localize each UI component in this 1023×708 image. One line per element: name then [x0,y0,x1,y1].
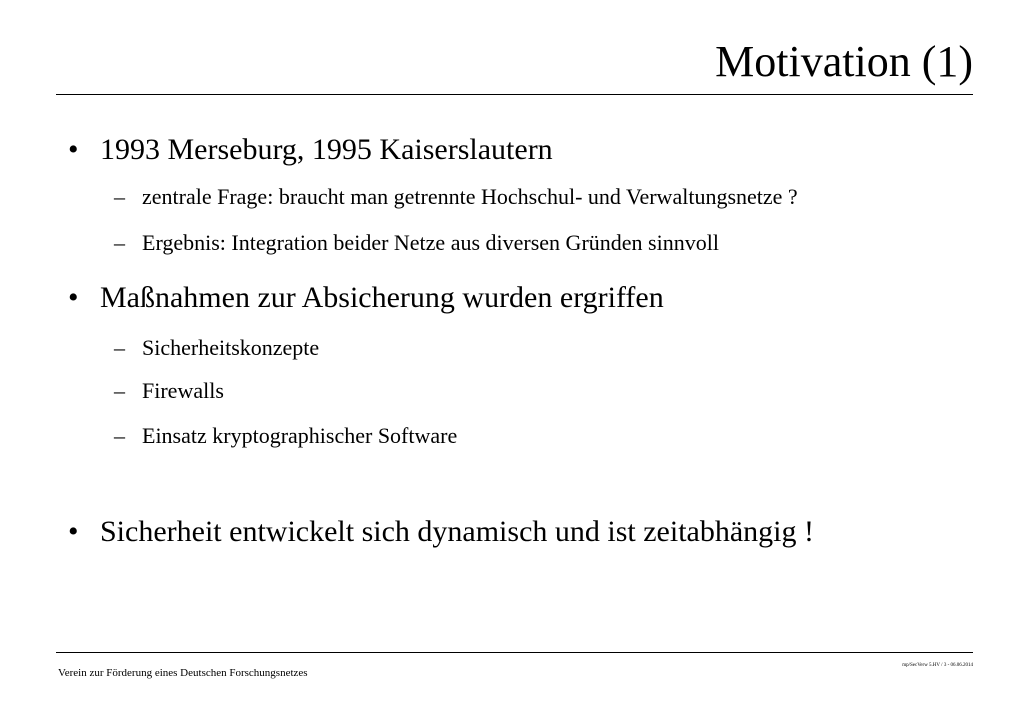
sub-item-text: zentrale Frage: braucht man getrennte Hochschul- und Verwaltungsnetze ? [142,184,798,209]
sub-item-text: Ergebnis: Integration beider Netze aus diversen Gründen sinnvoll [142,230,719,255]
dash-marker: – [114,230,125,255]
bullet-marker: • [68,281,79,314]
bullet-text: Maßnahmen zur Absicherung wurden ergriffen [100,281,664,314]
sub-item-2-2 [114,377,224,405]
bullet-text: Sicherheit entwickelt sich dynamisch und ist zeitabhängig ! [100,515,814,548]
footer-slide-ref: mp/SecVerw 5.HV / 3 - 06.06.2014 [902,663,973,668]
bullet-marker: • [68,133,79,166]
sub-item-text: Sicherheitskonzepte [142,335,320,360]
footer-divider [56,652,973,653]
sub-item-2-3 [114,422,457,450]
sub-item-text: Einsatz kryptographischer Software [142,423,458,448]
bullet-item-3 [68,514,814,550]
sub-item-2-1 [114,334,319,362]
sub-item-text: Firewalls [142,378,224,403]
dash-marker: – [114,423,125,448]
dash-marker: – [114,378,125,403]
dash-marker: – [114,184,125,209]
bullet-item-1 [68,132,553,168]
bullet-item-2 [68,280,664,316]
sub-item-1-1 [114,183,798,211]
bullet-marker: • [68,515,79,548]
dash-marker: – [114,335,125,360]
title-divider [56,94,973,95]
footer-organization: Verein zur Förderung eines Deutschen Forschungsnetzes [58,667,308,679]
bullet-text: 1993 Merseburg, 1995 Kaiserslautern [100,133,553,166]
sub-item-1-2 [114,229,719,257]
slide-title: Motivation (1) [715,37,973,86]
